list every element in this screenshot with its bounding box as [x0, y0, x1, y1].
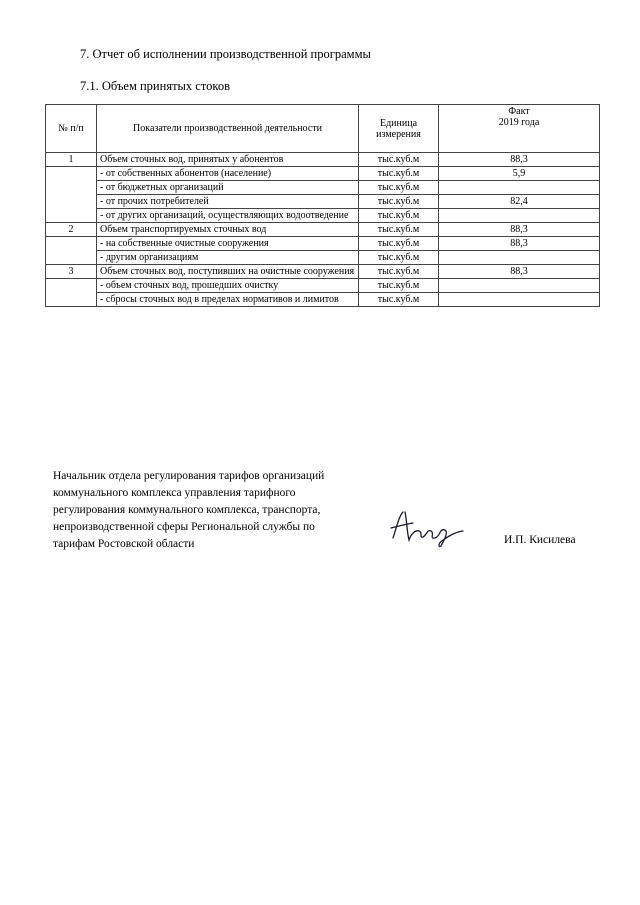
row-indicator: - от прочих потребителей	[97, 195, 359, 209]
row-indicator: Объем транспортируемых сточных вод	[97, 223, 359, 237]
position-line: тарифам Ростовской области	[53, 538, 195, 550]
row-fact: 88,3	[439, 237, 600, 251]
signatory-name: И.П. Кисилева	[504, 534, 576, 546]
row-num	[46, 279, 97, 307]
header-fact	[439, 105, 600, 153]
table-row	[46, 153, 600, 167]
subsection-heading: 7.1. Объем принятых стоков	[80, 79, 230, 93]
row-indicator: - на собственные очистные сооружения	[97, 237, 359, 251]
signatory-position	[53, 468, 373, 553]
row-fact: 88,3	[439, 153, 600, 167]
report-table	[45, 104, 600, 307]
table-row	[46, 167, 600, 181]
header-indicator: Показатели производственной деятельности	[97, 105, 359, 153]
table-row	[46, 195, 600, 209]
row-indicator: - объем сточных вод, прошедших очистку	[97, 279, 359, 293]
header-fact-line1: Факт	[508, 106, 530, 117]
table-row	[46, 209, 600, 223]
row-indicator: - другим организациям	[97, 251, 359, 265]
header-unit-line2: измерения	[376, 128, 421, 140]
row-unit: тыс.куб.м	[359, 265, 439, 279]
table-row	[46, 237, 600, 251]
row-unit: тыс.куб.м	[359, 223, 439, 237]
table-row	[46, 265, 600, 279]
row-fact	[439, 279, 600, 293]
row-num: 1	[46, 153, 97, 167]
row-indicator: - от других организаций, осуществляющих водоотведение	[97, 209, 359, 223]
row-fact	[439, 181, 600, 195]
position-line: коммунального комплекса управления тарифного	[53, 487, 296, 499]
header-num: № п/п	[46, 105, 97, 153]
position-line: непроизводственной сферы Региональной службы по	[53, 521, 315, 533]
row-unit: тыс.куб.м	[359, 293, 439, 307]
table-row	[46, 293, 600, 307]
table-row	[46, 181, 600, 195]
row-unit: тыс.куб.м	[359, 279, 439, 293]
handwritten-signature	[383, 504, 473, 549]
row-num	[46, 237, 97, 265]
row-fact	[439, 251, 600, 265]
row-fact: 88,3	[439, 223, 600, 237]
row-unit: тыс.куб.м	[359, 167, 439, 181]
row-unit: тыс.куб.м	[359, 181, 439, 195]
row-indicator: - от бюджетных организаций	[97, 181, 359, 195]
row-fact: 5,9	[439, 167, 600, 181]
row-indicator: Объем сточных вод, поступивших на очистные сооружения	[97, 265, 359, 279]
row-fact	[439, 293, 600, 307]
row-fact	[439, 209, 600, 223]
row-unit: тыс.куб.м	[359, 209, 439, 223]
header-unit	[359, 105, 439, 153]
row-unit: тыс.куб.м	[359, 153, 439, 167]
table-row	[46, 251, 600, 265]
row-num: 2	[46, 223, 97, 237]
row-fact: 88,3	[439, 265, 600, 279]
table-row	[46, 223, 600, 237]
row-unit: тыс.куб.м	[359, 237, 439, 251]
row-fact: 82,4	[439, 195, 600, 209]
row-indicator: - сбросы сточных вод в пределах нормативов и лимитов	[97, 293, 359, 307]
row-unit: тыс.куб.м	[359, 251, 439, 265]
section-heading: 7. Отчет об исполнении производственной программы	[80, 47, 371, 61]
position-line: регулирования коммунального комплекса, транспорта,	[53, 504, 321, 516]
header-unit-line1: Единица	[379, 117, 418, 129]
position-line: Начальник отдела регулирования тарифов организаций	[53, 470, 325, 482]
row-unit: тыс.куб.м	[359, 195, 439, 209]
row-num: 3	[46, 265, 97, 279]
row-indicator: - от собственных абонентов (население)	[97, 167, 359, 181]
header-fact-line2: 2019 года	[498, 117, 540, 128]
table-header-row	[46, 105, 600, 153]
table-row	[46, 279, 600, 293]
row-num	[46, 167, 97, 223]
row-indicator: Объем сточных вод, принятых у абонентов	[97, 153, 359, 167]
